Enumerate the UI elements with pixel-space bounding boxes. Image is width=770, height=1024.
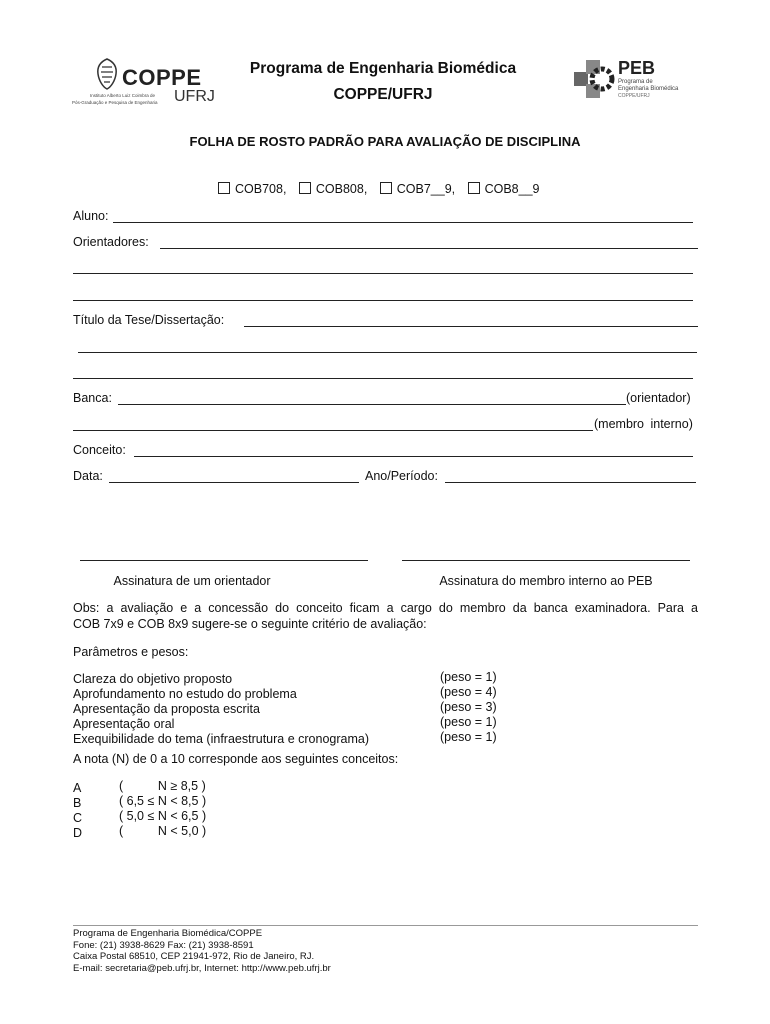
- data-input-line[interactable]: [109, 482, 359, 483]
- peb-caption-1: Programa de: [618, 79, 653, 85]
- obs-line-1: Obs: a avaliação e a concessão do conceito ficam a cargo do membro da banca examinadora. Para a: [73, 601, 698, 615]
- banca-orientador-suffix: (orientador): [626, 391, 691, 405]
- orientadores-extra-line-2[interactable]: [73, 300, 693, 301]
- conceito-row: [73, 443, 698, 459]
- param-row: Apresentação oral (peso = 1): [73, 715, 497, 731]
- course-option-cob7x9[interactable]: COB7__9,: [380, 182, 455, 196]
- coppe-emblem-icon: [94, 57, 120, 91]
- peb-logo-text: PEB: [618, 58, 656, 78]
- checkbox-icon[interactable]: [218, 182, 230, 194]
- banca-label: Banca:: [73, 391, 112, 405]
- course-option-cob8x9[interactable]: COB8__9: [468, 182, 540, 196]
- banca-orientador-line[interactable]: [118, 404, 626, 405]
- grade-row: A ( N ≥ 8,5 ): [73, 779, 206, 795]
- titulo-row: [73, 313, 698, 329]
- param-row: Clareza do objetivo proposto (peso = 1): [73, 670, 497, 686]
- grade-row: D ( N < 5,0 ): [73, 824, 207, 840]
- banca-row: [73, 391, 698, 407]
- grade-row: C ( 5,0 ≤ N < 6,5 ): [73, 809, 207, 825]
- ano-periodo-label: Ano/Período:: [365, 469, 438, 483]
- program-subtitle: COPPE/UFRJ: [333, 86, 433, 103]
- conceito-input-line[interactable]: [134, 456, 693, 457]
- titulo-extra-line-2[interactable]: [73, 378, 693, 379]
- peb-gear-cross-icon: [570, 56, 616, 102]
- grades-heading: A nota (N) de 0 a 10 corresponde aos seguintes conceitos:: [73, 752, 399, 766]
- params-heading: Parâmetros e pesos:: [73, 645, 189, 659]
- param-row: Apresentação da proposta escrita (peso = 3): [73, 700, 497, 716]
- params-list: [73, 670, 513, 745]
- course-option-cob808[interactable]: COB808,: [299, 182, 367, 196]
- orientadores-extra-line-1[interactable]: [73, 273, 693, 274]
- aluno-row: [73, 209, 698, 225]
- orientadores-row: [73, 235, 698, 251]
- titulo-extra-line-1[interactable]: [78, 352, 697, 353]
- coppe-caption-1: Instituto Alberto Luiz Coimbra de: [90, 93, 156, 98]
- banca-membro-suffix: (membro interno): [594, 417, 693, 431]
- ufrj-logo-text: UFRJ: [174, 88, 215, 105]
- sheet-title: FOLHA DE ROSTO PADRÃO PARA AVALIAÇÃO DE DISCIPLINA: [189, 134, 581, 149]
- data-row: [73, 469, 698, 485]
- checkbox-icon[interactable]: [299, 182, 311, 194]
- banca-membro-row: [73, 417, 703, 433]
- signature-line-orientador[interactable]: [80, 560, 368, 561]
- aluno-label: Aluno:: [73, 209, 109, 223]
- peb-caption-2: Engenharia Biomédica: [618, 86, 679, 92]
- grades-list: [73, 779, 273, 839]
- coppe-caption-2: Pós-Graduação e Pesquisa de Engenharia: [72, 100, 158, 105]
- titulo-input-line[interactable]: [244, 326, 698, 327]
- orientadores-label: Orientadores:: [73, 235, 149, 249]
- orientadores-input-line[interactable]: [160, 248, 698, 249]
- param-row: Aprofundamento no estudo do problema (peso = 4): [73, 685, 497, 701]
- peb-caption-3: COPPE/UFRJ: [618, 93, 650, 99]
- signature-line-membro[interactable]: [402, 560, 690, 561]
- obs-line-2: COB 7x9 e COB 8x9 sugere-se o seguinte critério de avaliação:: [73, 617, 427, 631]
- footer-line-4: E-mail: secretaria@peb.ufrj.br, Internet: http://www.peb.ufrj.br: [73, 962, 331, 974]
- signature-label-membro: Assinatura do membro interno ao PEB: [439, 574, 653, 588]
- footer-line-1: Programa de Engenharia Biomédica/COPPE: [73, 928, 263, 939]
- checkbox-icon[interactable]: [380, 182, 392, 194]
- signature-label-orientador: Assinatura de um orientador: [113, 574, 271, 588]
- grade-row: B ( 6,5 ≤ N < 8,5 ): [73, 794, 207, 810]
- conceito-label: Conceito:: [73, 443, 126, 457]
- coppe-logo-text: COPPE: [122, 65, 202, 90]
- footer: [73, 928, 698, 974]
- coppe-logo: [72, 55, 215, 111]
- titulo-label: Título da Tese/Dissertação:: [73, 313, 225, 327]
- ano-periodo-input-line[interactable]: [445, 482, 696, 483]
- course-options: [218, 180, 539, 198]
- data-label: Data:: [73, 469, 103, 483]
- footer-line-2: Fone: (21) 3938-8629 Fax: (21) 3938-8591: [73, 939, 254, 951]
- checkbox-icon[interactable]: [468, 182, 480, 194]
- course-option-cob708[interactable]: COB708,: [218, 182, 286, 196]
- footer-line-3: Caixa Postal 68510, CEP 21941-972, Rio de Janeiro, RJ.: [73, 951, 315, 962]
- banca-membro-line[interactable]: [73, 430, 593, 431]
- footer-divider: [73, 925, 698, 926]
- aluno-input-line[interactable]: [113, 222, 693, 223]
- peb-logo: [570, 56, 700, 106]
- program-title: Programa de Engenharia Biomédica: [249, 60, 517, 77]
- param-row: Exequibilidade do tema (infraestrutura e cronograma) (peso = 1): [73, 730, 497, 746]
